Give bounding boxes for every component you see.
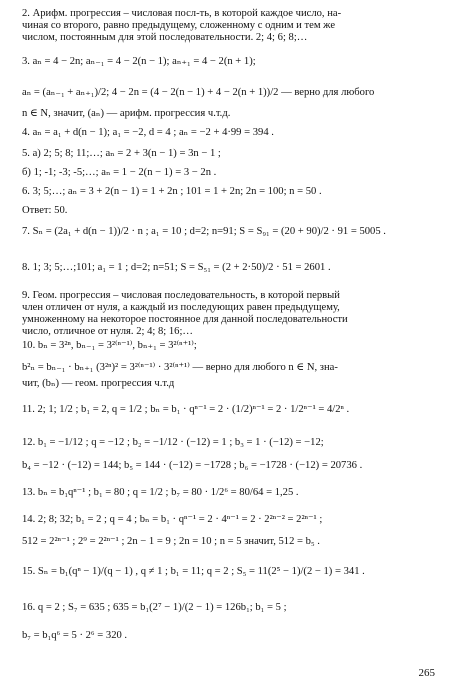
problem-12-line-1: 12. b₁ = −1/12 ; q = −12 ; b₂ = −1/12 · (−12) = 1 ; b₃ = 1 · (−12) = −12; xyxy=(22,437,324,448)
problem-2-line-2: чиная со второго, равно предыдущему, сложенному с одним и тем же xyxy=(22,20,336,31)
problem-3-line-2: aₙ = (aₙ₋₁ + aₙ₊₁)/2; 4 − 2n = (4 − 2(n − 1) + 4 − 2(n + 1))/2 — верно для любого xyxy=(22,87,375,98)
problem-10-line-3: чит, (bₙ) — геом. прогрессия ч.т.д xyxy=(22,378,175,389)
problem-5a-line: 5. а) 2; 5; 8; 11;…; aₙ = 2 + 3(n − 1) = 3n − 1 ; xyxy=(22,148,221,159)
problem-10-line-2: b²ₙ = bₙ₋₁ · bₙ₊₁ (3²ⁿ)² = 3²⁽ⁿ⁻¹⁾ · 3²⁽ⁿ⁺¹⁾ — верно для любого n ∈ N, зна- xyxy=(22,362,338,373)
problem-2-line-3: числом, постоянным для этой последовательности. 2; 4; 6; 8;… xyxy=(22,32,308,43)
problem-3-line-3: n ∈ N, значит, (aₙ) — арифм. прогрессия ч.т.д. xyxy=(22,108,231,119)
problem-10-line-1: 10. bₙ = 3²ⁿ, bₙ₋₁ = 3²⁽ⁿ⁻¹⁾, bₙ₊₁ = 3²⁽ⁿ⁺¹⁾; xyxy=(22,340,197,351)
problem-6-answer: Ответ: 50. xyxy=(22,205,68,216)
problem-15-line: 15. Sₙ = b₁(qⁿ − 1)/(q − 1) , q ≠ 1 ; b₁ = 11; q = 2 ; S₅ = 11(2⁵ − 1)/(2 − 1) = 341 . xyxy=(22,566,365,577)
problem-9-line-4: число, отличное от нуля. 2; 4; 8; 16;… xyxy=(22,326,194,337)
problem-6-line: 6. 3; 5;…; aₙ = 3 + 2(n − 1) = 1 + 2n ; 101 = 1 + 2n; 2n = 100; n = 50 . xyxy=(22,186,322,197)
problem-13-line: 13. bₙ = b₁qⁿ⁻¹ ; b₁ = 80 ; q = 1/2 ; b₇ = 80 · 1/2⁶ = 80/64 = 1,25 . xyxy=(22,487,299,498)
problem-9-line-2: член отличен от нуля, а каждый из последующих равен предыдущему, xyxy=(22,302,340,313)
problem-14-line-2: 512 = 2²ⁿ⁻¹ ; 2⁹ = 2²ⁿ⁻¹ ; 2n − 1 = 9 ; 2n = 10 ; n = 5 значит, 512 = b₅ . xyxy=(22,536,320,547)
problem-12-line-2: b₄ = −12 · (−12) = 144; b₅ = 144 · (−12) = −1728 ; b₆ = −1728 · (−12) = 20736 . xyxy=(22,460,363,471)
problem-3-line-1: 3. aₙ = 4 − 2n; aₙ₋₁ = 4 − 2(n − 1); aₙ₊₁ = 4 − 2(n + 1); xyxy=(22,56,256,67)
page-number: 265 xyxy=(418,667,435,679)
problem-7-line: 7. Sₙ = (2a₁ + d(n − 1))/2 · n ; a₁ = 10 ; d=2; n=91; S = S₉₁ = (20 + 90)/2 · 91 = 5005 . xyxy=(22,226,386,237)
problem-16-line-1: 16. q = 2 ; S₇ = 635 ; 635 = b₁(2⁷ − 1)/(2 − 1) = 126b₁; b₁ = 5 ; xyxy=(22,602,287,613)
problem-5b-line: б) 1; -1; -3; -5;…; aₙ = 1 − 2(n − 1) = 3 − 2n . xyxy=(22,167,217,178)
problem-8-line: 8. 1; 3; 5;…;101; a₁ = 1 ; d=2; n=51; S = S₅₁ = (2 + 2·50)/2 · 51 = 2601 . xyxy=(22,262,331,273)
problem-11-line: 11. 2; 1; 1/2 ; b₁ = 2, q = 1/2 ; bₙ = b₁ · qⁿ⁻¹ = 2 · (1/2)ⁿ⁻¹ = 2 · 1/2ⁿ⁻¹ = 4/2ⁿ . xyxy=(22,404,350,415)
problem-16-line-2: b₇ = b₁q⁶ = 5 · 2⁶ = 320 . xyxy=(22,630,128,641)
problem-9-line-1: 9. Геом. прогрессия – числовая последовательность, в которой первый xyxy=(22,290,340,301)
problem-4-line: 4. aₙ = a₁ + d(n − 1); a₁ = −2, d = 4 ; aₙ = −2 + 4·99 = 394 . xyxy=(22,127,274,138)
problem-14-line-1: 14. 2; 8; 32; b₁ = 2 ; q = 4 ; bₙ = b₁ · qⁿ⁻¹ = 2 · 4ⁿ⁻¹ = 2 · 2²ⁿ⁻² = 2²ⁿ⁻¹ ; xyxy=(22,514,323,525)
problem-9-line-3: умноженному на некоторое постоянное для данной последовательности xyxy=(22,314,348,325)
problem-2-line-1: 2. Арифм. прогрессия – числовая посл-ть, в которой каждое число, на- xyxy=(22,8,342,19)
